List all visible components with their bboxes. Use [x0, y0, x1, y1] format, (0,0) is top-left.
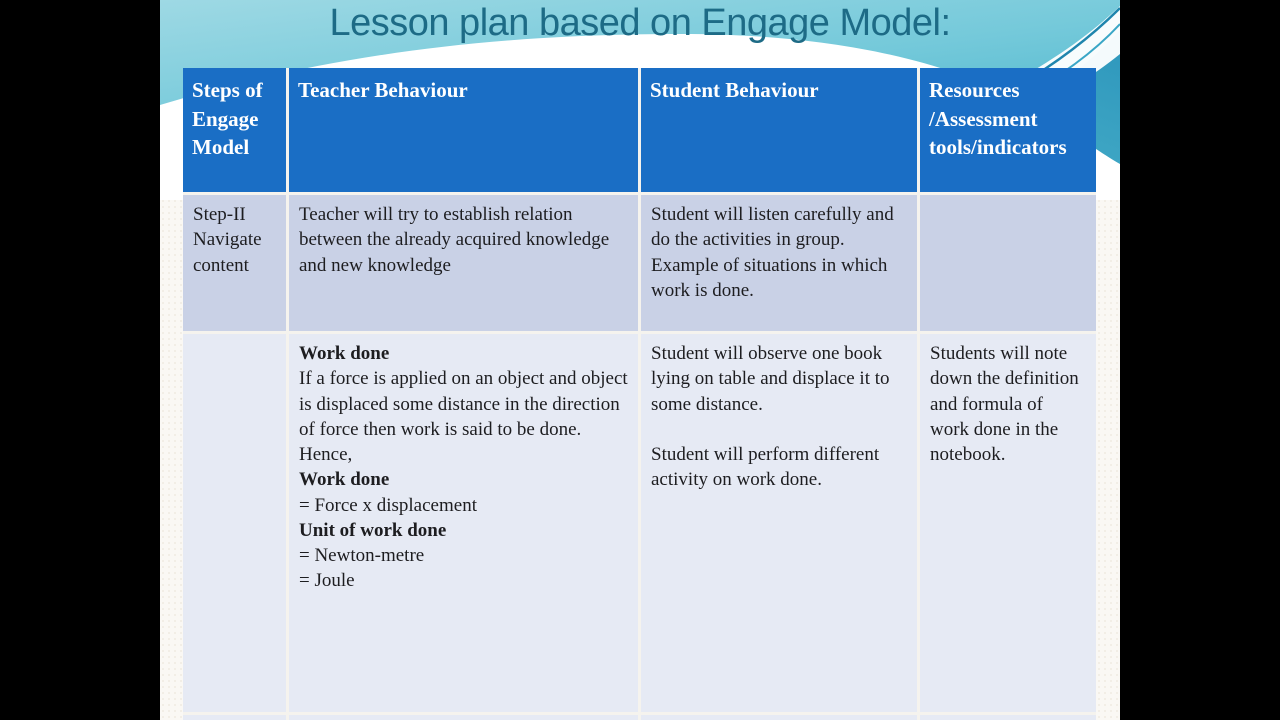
row2-teacher-line: = Joule	[299, 570, 355, 592]
row2-teacher-line: Work done	[299, 343, 390, 364]
row2-step-cell	[183, 334, 286, 712]
table-bottom-stub	[641, 715, 917, 720]
row1-step-cell	[183, 195, 286, 331]
letterbox-right	[1120, 0, 1280, 720]
table-bottom-stub	[289, 715, 638, 720]
table-bottom-stub	[183, 715, 286, 720]
lesson-plan-table	[183, 68, 1096, 720]
row2-teacher-cell	[289, 334, 638, 712]
row1-resources-cell	[920, 195, 1096, 331]
letterbox-left	[0, 0, 160, 720]
row2-student-cell	[641, 334, 917, 712]
header-steps: Steps of Engage Model	[183, 68, 286, 192]
row1-step-text: Step-II Navigate content	[193, 204, 262, 276]
row1-student-text: Student will listen carefully and do the activities in group. Example of situations in which work is done.	[651, 204, 894, 301]
row2-teacher-line: Hence,	[299, 444, 353, 466]
row2-student-para: Student will perform different activity on work done.	[651, 443, 880, 491]
header-resources: Resources /Assessment tools/indicators	[920, 68, 1096, 192]
header-teacher-behaviour: Teacher Behaviour	[289, 68, 638, 192]
table-bottom-stub	[920, 715, 1096, 720]
row2-student-para: Student will observe one book lying on table and displace it to some distance.	[651, 343, 890, 415]
row1-student-cell	[641, 195, 917, 331]
row2-teacher-line: If a force is applied on an object and object is displaced some distance in the direction of force then work is said to be done.	[299, 368, 628, 440]
row1-teacher-cell	[289, 195, 638, 331]
row2-teacher-line: = Newton-metre	[299, 545, 425, 567]
row2-teacher-line: Unit of work done	[299, 519, 447, 541]
slide-title: Lesson plan based on Engage Model:	[329, 2, 951, 44]
row2-resources-cell	[920, 334, 1096, 712]
slide	[160, 0, 1120, 720]
header-student-behaviour: Student Behaviour	[641, 68, 917, 192]
row2-teacher-line: Work done	[299, 469, 390, 491]
row1-teacher-text: Teacher will try to establish relation between the already acquired knowledge and new knowledge	[299, 204, 610, 276]
row2-resources-text: Students will note down the definition and formula of work done in the notebook.	[930, 343, 1079, 466]
row2-teacher-line: = Force x displacement	[299, 494, 477, 516]
